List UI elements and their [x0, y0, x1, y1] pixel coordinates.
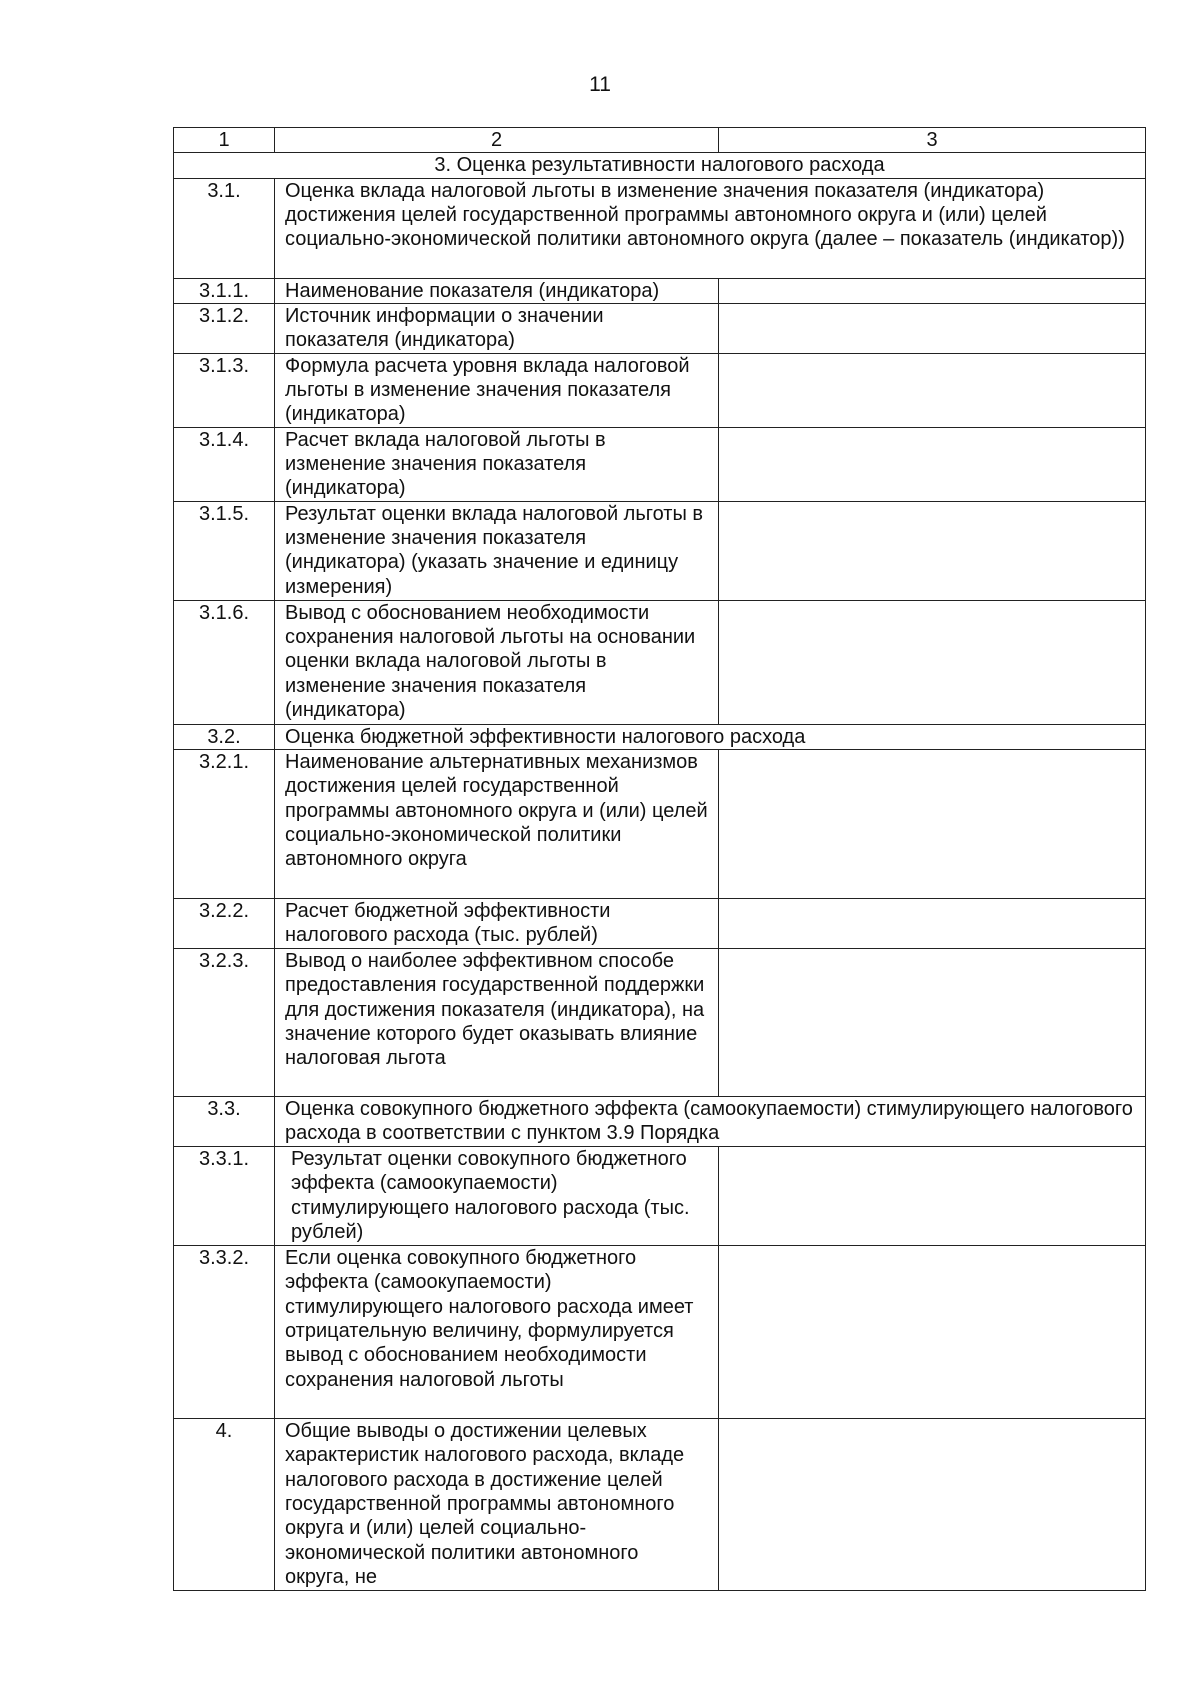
- page-number: 11: [589, 73, 611, 96]
- row-number: 3.1.6.: [174, 600, 275, 724]
- row-text: Если оценка совокупного бюджетного эффекта (самоокупаемости) стимулирующего налогового расхода имеет отрицательную величину, формулируется вывод с обоснованием необходимости сохранения налоговой льготы: [275, 1246, 719, 1419]
- table-row: [174, 178, 1146, 278]
- row-text: Оценка вклада налоговой льготы в изменение значения показателя (индикатора) достижения целей государственной программы автономного округа и (или) целей социально-экономической политики автономного округа (далее – показатель (индикатор)): [275, 178, 1146, 278]
- section-title: 3. Оценка результативности налогового расхода: [174, 153, 1146, 178]
- row-text: Результат оценки совокупного бюджетного эффекта (самоокупаемости) стимулирующего налогового расхода (тыс. рублей): [275, 1147, 719, 1246]
- row-text: Оценка совокупного бюджетного эффекта (самоокупаемости) стимулирующего налогового расхода в соответствии с пунктом 3.9 Порядка: [275, 1097, 1146, 1147]
- row-number: 3.2.: [174, 724, 275, 749]
- row-value-cell: [719, 353, 1146, 427]
- row-value-cell: [719, 750, 1146, 899]
- row-text: Наименование альтернативных механизмов достижения целей государственной программы автономного округа и (или) целей социально-экономической политики автономного округа: [275, 750, 719, 899]
- table-row: [174, 724, 1146, 749]
- row-value-cell: [719, 303, 1146, 353]
- row-text: Оценка бюджетной эффективности налогового расхода: [275, 724, 1146, 749]
- row-text: Вывод с обоснованием необходимости сохранения налоговой льготы на основании оценки вклада налоговой льготы в изменение значения показателя (индикатора): [275, 600, 719, 724]
- row-number: 3.1.2.: [174, 303, 275, 353]
- table-row: [174, 899, 1146, 949]
- row-value-cell: [719, 600, 1146, 724]
- table-row: [174, 1097, 1146, 1147]
- table-row: [174, 278, 1146, 303]
- row-value-cell: [719, 1246, 1146, 1419]
- row-text: Формула расчета уровня вклада налоговой льготы в изменение значения показателя (индикатора): [275, 353, 719, 427]
- table-row: [174, 750, 1146, 899]
- column-header-1: 1: [174, 128, 275, 153]
- row-value-cell: [719, 1419, 1146, 1591]
- table-row: [174, 949, 1146, 1097]
- row-value-cell: [719, 278, 1146, 303]
- row-text: Общие выводы о достижении целевых характеристик налогового расхода, вкладе налогового расхода в достижение целей государственной программы автономного округа и (или) целей социально-экономической политики автономного округа, не: [275, 1419, 719, 1591]
- row-number: 3.1.: [174, 178, 275, 278]
- row-number: 3.1.1.: [174, 278, 275, 303]
- row-text: Результат оценки вклада налоговой льготы в изменение значения показателя (индикатора) (указать значение и единицу измерения): [275, 501, 719, 600]
- column-header-2: 2: [275, 128, 719, 153]
- table-header-row: [174, 128, 1146, 153]
- row-number: 3.1.3.: [174, 353, 275, 427]
- row-number: 3.2.1.: [174, 750, 275, 899]
- row-number: 4.: [174, 1419, 275, 1591]
- table-row: [174, 1246, 1146, 1419]
- section-row: [174, 153, 1146, 178]
- row-text: Расчет бюджетной эффективности налогового расхода (тыс. рублей): [275, 899, 719, 949]
- table-row: [174, 303, 1146, 353]
- row-text: Расчет вклада налоговой льготы в изменение значения показателя (индикатора): [275, 427, 719, 501]
- table-row: [174, 1147, 1146, 1246]
- table-row: [174, 427, 1146, 501]
- row-number: 3.3.: [174, 1097, 275, 1147]
- evaluation-table: [173, 127, 1146, 1591]
- row-number: 3.3.2.: [174, 1246, 275, 1419]
- column-header-3: 3: [719, 128, 1146, 153]
- row-value-cell: [719, 427, 1146, 501]
- table-row: [174, 501, 1146, 600]
- row-number: 3.3.1.: [174, 1147, 275, 1246]
- row-number: 3.1.5.: [174, 501, 275, 600]
- row-number: 3.1.4.: [174, 427, 275, 501]
- row-value-cell: [719, 1147, 1146, 1246]
- table-row: [174, 353, 1146, 427]
- row-value-cell: [719, 501, 1146, 600]
- table-row: [174, 1419, 1146, 1591]
- row-number: 3.2.3.: [174, 949, 275, 1097]
- row-text: Наименование показателя (индикатора): [275, 278, 719, 303]
- row-value-cell: [719, 949, 1146, 1097]
- row-text: Вывод о наиболее эффективном способе предоставления государственной поддержки для достижения показателя (индикатора), на значение которого будет оказывать влияние налоговая льгота: [275, 949, 719, 1097]
- row-value-cell: [719, 899, 1146, 949]
- row-number: 3.2.2.: [174, 899, 275, 949]
- row-text: Источник информации о значении показателя (индикатора): [275, 303, 719, 353]
- table-row: [174, 600, 1146, 724]
